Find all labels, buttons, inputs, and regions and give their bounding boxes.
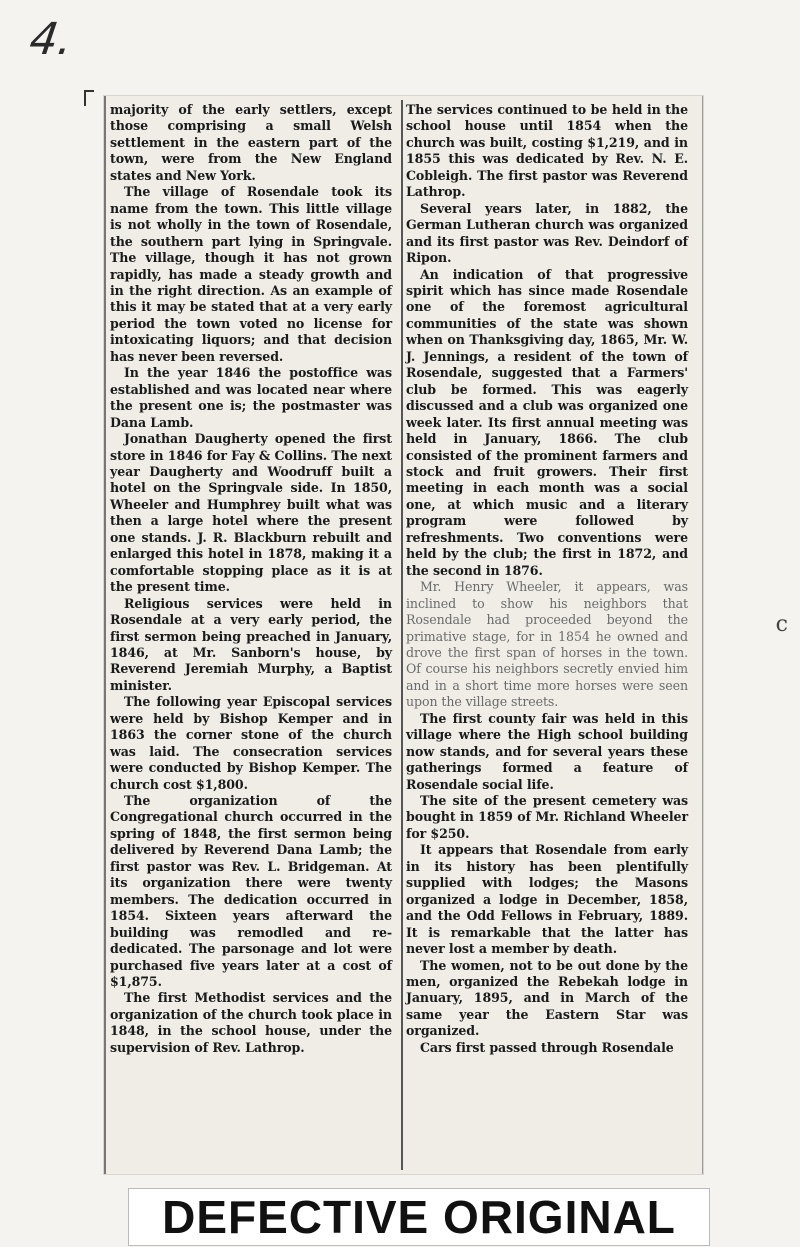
- newspaper-clipping: [104, 96, 703, 1174]
- article-paragraph: The following year Episcopal services were held by Bishop Kemper and in 1863 the corner stone of the church was laid. The consecration services were conducted by Bishop Kemper. The church cost $1,800.: [110, 694, 392, 792]
- article-paragraph: The village of Rosendale took its name from the town. This little village is not wholly in the town of Rosendale, the southern part lying in Springvale. The village, though it has not grown rapidly, has made a steady growth and in the right direction. As an example of this it may be stated that at a very early period the town voted no license for intoxicating liquors; and that decision has never been reversed.: [110, 184, 392, 364]
- article-paragraph: majority of the early settlers, except those comprising a small Welsh settlement in the eastern part of the town, were from the New England states and New York.: [110, 102, 392, 183]
- article-paragraph: Mr. Henry Wheeler, it appears, was inclined to show his neighbors that Rosendale had proceeded beyond the primative stage, for in 1854 he owned and drove the first span of horses in the town. Of course his neighbors secretly envied him and in a short time more horses were seen upon the village streets.: [406, 579, 688, 710]
- article-paragraph: The services continued to be held in the school house until 1854 when the church was built, costing $1,219, and in 1855 this was dedicated by Rev. N. E. Cobleigh. The first pastor was Reverend Lathrop.: [406, 102, 688, 200]
- article-paragraph: Several years later, in 1882, the German Lutheran church was organized and its first pastor was Rev. Deindorf of Ripon.: [406, 200, 688, 266]
- right-column: [406, 102, 688, 1056]
- article-paragraph: In the year 1846 the postoffice was established and was located near where the present one is; the postmaster was Dana Lamb.: [110, 365, 392, 430]
- article-paragraph: The first county fair was held in this village where the High school building now stands, and for several years these gatherings formed a feature of Rosendale social life.: [406, 710, 688, 792]
- article-paragraph: Jonathan Daugherty opened the first store in 1846 for Fay & Collins. The next year Daugherty and Woodruff built a hotel on the Springvale side. In 1850, Wheeler and Humphrey built what was then a large hotel where the present one stands. J. R. Blackburn rebuilt and enlarged this hotel in 1878, making it a comfortable stopping place as it is at the present time.: [110, 431, 392, 595]
- column-divider: [401, 100, 403, 1170]
- article-paragraph: The organization of the Congregational church occurred in the spring of 1848, the first sermon being delivered by Reverend Dana Lamb; the first pastor was Rev. L. Bridgeman. At its organization there were twenty members. The dedication occurred in 1854. Sixteen years afterward the building was remodled and re-dedicated. The parsonage and lot were purchased five years later at a cost of $1,875.: [110, 793, 392, 990]
- article-paragraph: The first Methodist services and the organization of the church took place in 1848, in the school house, under the supervision of Rev. Lathrop.: [110, 990, 392, 1055]
- defective-original-stamp: DEFECTIVE ORIGINAL: [128, 1188, 710, 1246]
- article-paragraph: The women, not to be out done by the men, organized the Rebekah lodge in January, 1895, and in March of the same year the Eastern Star was organized.: [406, 957, 688, 1039]
- article-paragraph: An indication of that progressive spirit which has since made Rosendale one of the foremost agricultural communities of the state was shown when on Thanksgiving day, 1865, Mr. W. J. Jennings, a resident of the town of Rosendale, suggested that a Farmers' club be formed. This was eagerly discussed and a club was organized one week later. Its first annual meeting was held in January, 1866. The club consisted of the prominent farmers and stock and fruit growers. Their first meeting in each month was a social one, at which music and a literary program were followed by refreshments. Two conventions were held by the club; the first in 1872, and the second in 1876.: [406, 266, 688, 578]
- article-paragraph: The site of the present cemetery was bought in 1859 of Mr. Richland Wheeler for $250.: [406, 793, 688, 841]
- left-column: [110, 102, 392, 1056]
- edge-mark: c: [775, 612, 788, 637]
- page-number: 4.: [26, 14, 76, 65]
- article-paragraph: It appears that Rosendale from early in its history has been plentifully supplied with lodges; the Masons organized a lodge in December, 1858, and the Odd Fellows in February, 1889. It is remarkable that the latter has never lost a member by death.: [406, 842, 688, 957]
- corner-mark: [84, 90, 94, 106]
- article-paragraph: Religious services were held in Rosendale at a very early period, the first sermon being preached in January, 1846, at Mr. Sanborn's house, by Reverend Jeremiah Murphy, a Baptist minister.: [110, 595, 392, 693]
- article-paragraph: Cars first passed through Rosendale: [420, 1039, 674, 1055]
